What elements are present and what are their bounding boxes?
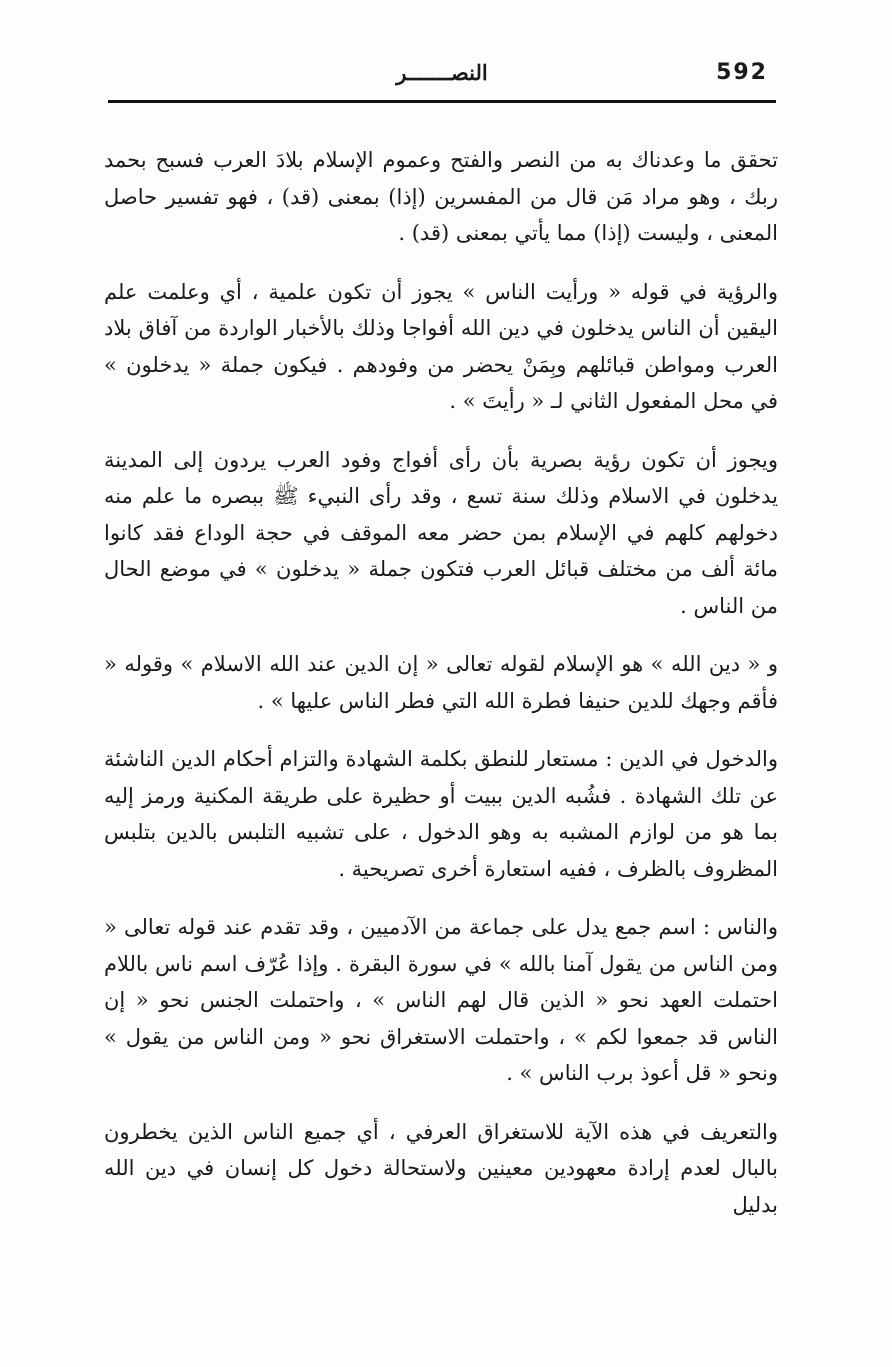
- page-number: 592: [716, 60, 768, 85]
- running-title: النصـــــــر: [396, 60, 488, 85]
- paragraph-3: ويجوز أن تكون رؤية بصرية بأن رأى أفواج وفود العرب يردون إلى المدينة يدخلون في الاسلام وذلك سنة تسع ، وقد رأى النبيء ﷺ ببصره ما علم منه دخولهم كلهم في الإسلام بمن حضر معه الموقف في حجة الوداع فقد كانوا مائة ألف من مختلف قبائل العرب فتكون جملة « يدخلون » في موضع الحال من الناس .: [104, 447, 778, 618]
- paragraph-2: والرؤية في قوله « ورأيت الناس » يجوز أن تكون علمية ، أي وعلمت علم اليقين أن الناس يدخلون في دين الله أفواجا وذلك بالأخبار الواردة من آفاق بلاد العرب ومواطن قبائلهم وبِمَنْ يحضر من وفودهم . فيكون جملة « يدخلون » في محل المفعول الثاني لـ « رأيتَ » .: [104, 279, 778, 413]
- paragraph-7: والتعريف في هذه الآية للاستغراق العرفي ، أي جميع الناس الذين يخطرون بالبال لعدم إرادة معهودين معينين ولاستحالة دخول كل إنسان في دين الله بدليل: [104, 1119, 778, 1217]
- paragraph-5: والدخول في الدين : مستعار للنطق بكلمة الشهادة والتزام أحكام الدين الناشئة عن تلك الشهادة . فشُبه الدين ببيت أو حظيرة على طريقة المكنية ورمز إليه بما هو من لوازم المشبه به وهو الدخول ، على تشبيه التلبس بالدين بتلبس المظروف بالظرف ، ففيه استعارة أخرى تصريحية .: [104, 747, 778, 881]
- page-header: [108, 58, 776, 103]
- paragraph-4: و « دين الله » هو الإسلام لقوله تعالى « إن الدين عند الله الاسلام » وقوله « فأقم وجهك للدين حنيفا فطرة الله التي فطر الناس عليها » .: [104, 652, 778, 713]
- paragraph-1: تحقق ما وعدناك به من النصر والفتح وعموم الإسلام بلادَ العرب فسبح بحمد ربك ، وهو مراد مَن قال من المفسرين (إذا) بمعنى (قد) ، فهو تفسير حاصل المعنى ، وليست (إذا) مما يأتي بمعنى (قد) .: [104, 148, 778, 245]
- page-body: [104, 142, 778, 1245]
- paragraph-6: والناس : اسم جمع يدل على جماعة من الآدميين ، وقد تقدم عند قوله تعالى « ومن الناس من يقول آمنا بالله » في سورة البقرة . وإذا عُرّف اسم ناس باللام احتملت العهد نحو « الذين قال لهم الناس » ، واحتملت الجنس نحو « إن الناس قد جمعوا لكم » ، واحتملت الاستغراق نحو « ومن الناس من يقول » ونحو « قل أعوذ برب الناس » .: [104, 915, 778, 1085]
